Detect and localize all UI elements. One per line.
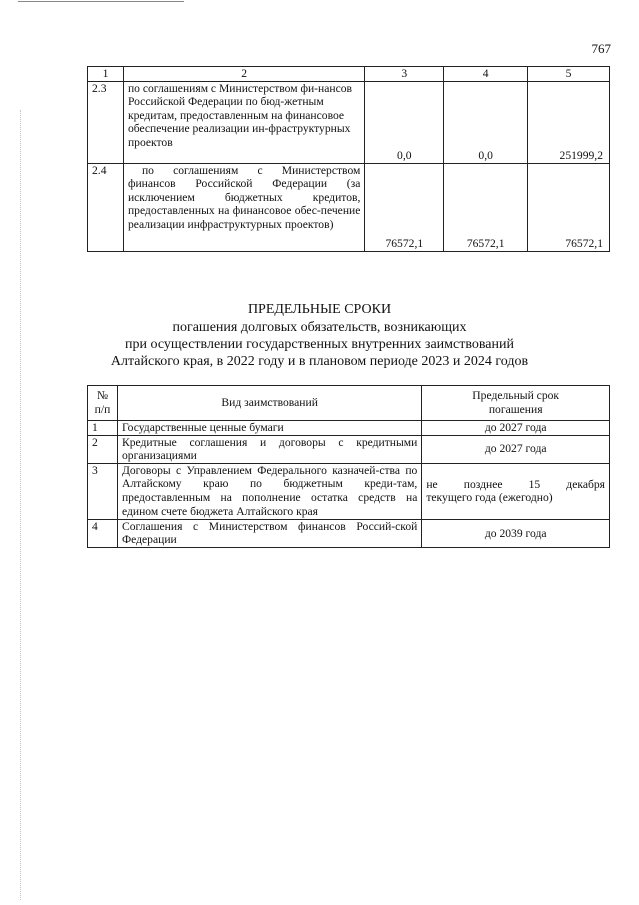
column-header-term-line-1: Предельный срок [472, 389, 560, 403]
repayment-term [422, 463, 610, 519]
borrowing-type: Кредитные соглашения и договоры с кредитными организациями [117, 435, 421, 463]
borrowing-type: Государственные ценные бумаги [117, 421, 421, 436]
table-row [88, 421, 610, 436]
table-row [88, 463, 610, 519]
table-header-row [88, 67, 610, 82]
borrowing-type: Договоры с Управлением Федерального казначей-ства по Алтайскому краю по бюджетным креди-там, предоставленным на пополнение остатка средств на едином счете бюджета Алтайского края [117, 463, 421, 519]
table-row [88, 81, 610, 163]
row-number: 2.4 [88, 163, 124, 251]
value-2023: 76572,1 [444, 163, 528, 251]
column-header-repayment-term [422, 386, 610, 421]
repayment-term: до 2039 года [422, 519, 610, 547]
value-2022: 0,0 [365, 81, 444, 163]
column-header-number-line-1: № [96, 389, 109, 403]
column-number-4: 4 [444, 67, 528, 82]
page-number: 767 [591, 41, 611, 56]
row-number: 2 [88, 435, 118, 463]
column-number-1: 1 [88, 67, 124, 82]
table-header-row [88, 386, 610, 421]
value-2024: 251999,2 [528, 81, 610, 163]
row-number: 4 [88, 519, 118, 547]
row-number: 1 [88, 421, 118, 436]
repayment-term: до 2027 года [422, 435, 610, 463]
value-2023: 0,0 [444, 81, 528, 163]
row-number: 2.3 [88, 81, 124, 163]
column-number-3: 3 [365, 67, 444, 82]
column-number-2: 2 [123, 67, 364, 82]
section-subtitle-line-2: при осуществлении государственных внутренних заимствований [125, 337, 514, 352]
scan-top-rule [18, 1, 184, 2]
row-description: по соглашениям с Министерством фи-нансов Российской Федерации по бюд-жетным кредитам, предоставленным на финансовое обеспечение реализации ин-фраструктурных проектов [123, 81, 364, 163]
borrowing-type: Соглашения с Министерством финансов Россий-ской Федерации [117, 519, 421, 547]
repayment-term: до 2027 года [422, 421, 610, 436]
section-subtitle-line-3: Алтайского края, в 2022 году и в плановом периоде 2023 и 2024 годов [110, 354, 529, 369]
column-header-borrowing-type: Вид заимствований [117, 386, 421, 421]
table-row [88, 163, 610, 251]
scan-left-edge [20, 110, 21, 900]
column-header-number-line-2: п/п [94, 403, 111, 416]
budget-sources-table [87, 66, 610, 252]
column-header-term-line-2: погашения [488, 403, 543, 416]
column-number-5: 5 [528, 67, 610, 82]
repayment-terms-table [87, 385, 610, 548]
column-header-number [88, 386, 118, 421]
value-2024: 76572,1 [528, 163, 610, 251]
row-number: 3 [88, 463, 118, 519]
table-row [88, 519, 610, 547]
row-description: по соглашениям с Министерством финансов Российской Федерации (за исключением бюджетных кредитов, предоставленных на финансовое обес-печение реализации инфраструктурных проектов) [123, 163, 364, 251]
section-title: ПРЕДЕЛЬНЫЕ СРОКИ [247, 302, 392, 317]
repayment-term-line-2: текущего года (ежегодно) [426, 491, 553, 505]
section-subtitle-line-1: погашения долговых обязательств, возникающих [172, 320, 467, 335]
repayment-term-line-1: не позднее 15 декабря [426, 477, 605, 491]
table-row [88, 435, 610, 463]
value-2022: 76572,1 [365, 163, 444, 251]
